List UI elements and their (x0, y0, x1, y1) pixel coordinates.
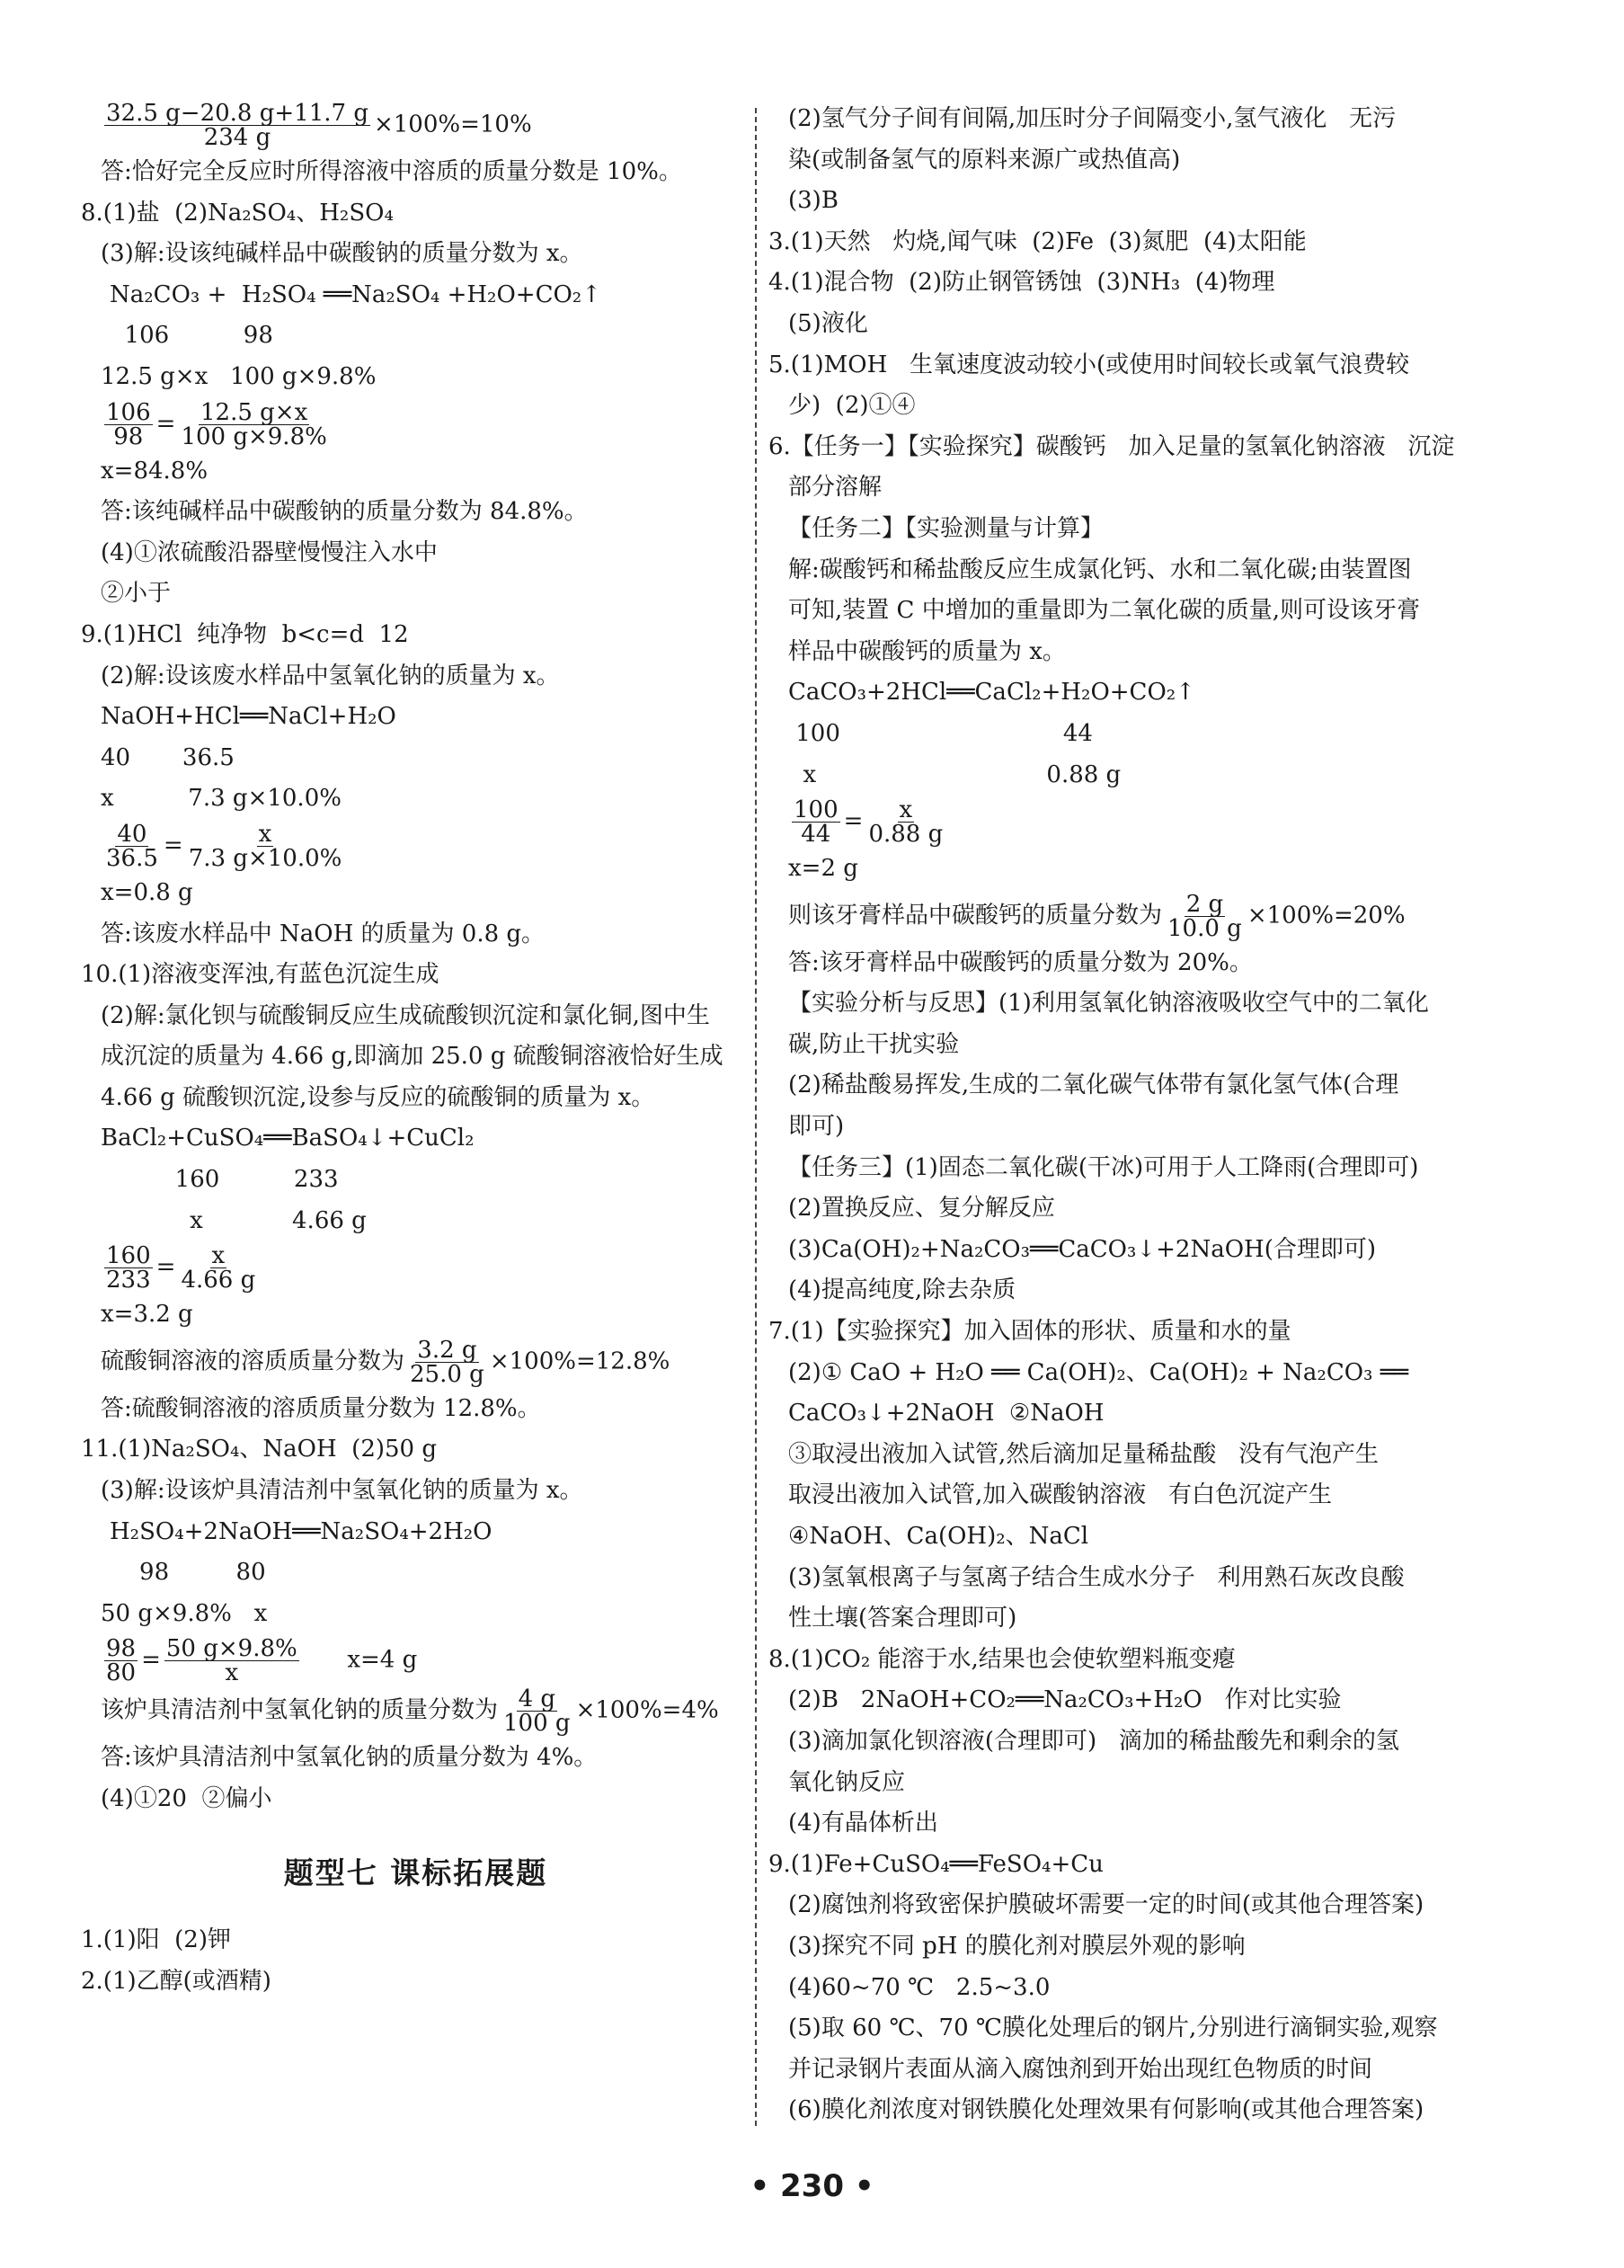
text-line: x=3.2 g (101, 1301, 193, 1329)
fraction-line (81, 1685, 750, 1738)
text-line: (3)探究不同 pH 的膜化剂对膜层外观的影响 (788, 1932, 1246, 1960)
fraction (104, 1244, 153, 1292)
fraction-denominator: 7.3 g×10.0% (188, 844, 342, 872)
section-heading: 题型七 课标拓展题 (283, 1854, 548, 1890)
text-line: 氧化钠反应 (788, 1768, 906, 1796)
text-line: (3)B (788, 187, 839, 215)
fraction-numerator: 40 (117, 820, 147, 848)
text-line: (5)取 60 ℃、70 ℃膜化处理后的钢片,分别进行滴铜实验,观察 (788, 2015, 1438, 2042)
text-line: x 0.88 g (788, 760, 1122, 788)
fraction-suffix: x=4 g (302, 1646, 418, 1674)
fraction (104, 102, 370, 149)
fraction-line (81, 1336, 750, 1388)
text-line: (2)解:氯化钡与硫酸铜反应生成硫酸钡沉淀和氯化铜,图中生 (101, 1001, 710, 1029)
right-column (768, 99, 1460, 2131)
text-line: x=0.8 g (101, 878, 193, 906)
text-line: 成沉淀的质量为 4.66 g,即滴加 25.0 g 硫酸铜溶液恰好生成 (101, 1043, 723, 1071)
text-line: CaCO₃+2HCl══CaCl₂+H₂O+CO₂↑ (788, 679, 1195, 707)
text-line: (2)解:设该废水样品中氢氧化钠的质量为 x。 (101, 662, 560, 689)
fraction-numerator: 100 (794, 796, 839, 824)
text-line: 7.(1)【实验探究】加入固体的形状、质量和水的量 (768, 1318, 1291, 1346)
text-line: 160 233 (101, 1166, 339, 1194)
fraction-line (768, 890, 1460, 942)
fraction-denominator: 36.5 (106, 844, 158, 872)
fraction (179, 1244, 257, 1292)
text-line: 2.(1)乙醇(或酒精) (81, 1967, 271, 1995)
left-column (81, 99, 750, 2002)
fraction-numerator: x (258, 820, 272, 848)
fraction (408, 1336, 486, 1388)
text-line: (3)氢氧根离子与氢离子结合生成水分子 利用熟石灰改良酸 (788, 1563, 1405, 1591)
fraction (792, 796, 840, 849)
text-line: (2)B 2NaOH+CO₂══Na₂CO₃+H₂O 作对比实验 (788, 1686, 1342, 1714)
fraction-line (81, 398, 750, 450)
text-line: 106 98 (110, 322, 273, 350)
text-line: 染(或制备氢气的原料来源广或热值高) (788, 146, 1181, 173)
text-line: 98 80 (110, 1559, 266, 1587)
text-line: 取浸出液加入试管,加入碳酸钠溶液 有白色沉淀产生 (788, 1481, 1333, 1509)
fraction (104, 820, 160, 872)
text-line: 1.(1)阳 (2)钾 (81, 1926, 231, 1954)
text-line: (6)膜化剂浓度对钢铁膜化处理效果有何影响(或其他合理答案) (788, 2096, 1424, 2124)
fraction (866, 796, 945, 849)
text-line: 答:该纯碱样品中碳酸钠的质量分数为 84.8%。 (101, 498, 588, 526)
text-line: 100 44 (788, 719, 1093, 747)
text-line: 部分溶解 (788, 474, 883, 502)
text-line: 9.(1)Fe+CuSO₄══FeSO₄+Cu (768, 1850, 1104, 1878)
equals-sign: = (141, 1646, 161, 1674)
text-line: 8.(1)盐 (2)Na₂SO₄、H₂SO₄ (81, 199, 394, 227)
fraction-denominator: 80 (106, 1659, 137, 1687)
fraction-denominator: 100 g×9.8% (181, 422, 327, 450)
fraction-denominator: 25.0 g (410, 1360, 484, 1388)
text-line: (3)解:设该炉具清洁剂中氢氧化钠的质量为 x。 (101, 1477, 583, 1505)
text-line: 性土壤(答案合理即可) (788, 1605, 1017, 1632)
fraction-denominator: 0.88 g (868, 821, 944, 849)
fraction-numerator: 3.2 g (417, 1336, 477, 1364)
text-line: 9.(1)HCl 纯净物 b<c=d 12 (81, 620, 409, 648)
equals-sign: = (155, 1253, 176, 1281)
fraction-line (768, 796, 1460, 849)
text-line: 答:该炉具清洁剂中氢氧化钠的质量分数为 4%。 (101, 1744, 598, 1772)
fraction (501, 1685, 572, 1738)
column-divider (755, 108, 757, 2126)
fraction (104, 398, 153, 450)
text-line: 答:恰好完全反应时所得溶液中溶质的质量分数是 10%。 (101, 158, 682, 185)
text-line: CaCO₃↓+2NaOH ②NaOH (788, 1400, 1105, 1428)
fraction-denominator: 10.0 g (1167, 914, 1242, 942)
text-line: 可知,装置 C 中增加的重量即为二氧化碳的质量,则可设该牙膏 (788, 597, 1420, 625)
fraction-denominator: 4.66 g (181, 1267, 256, 1294)
text-line: (2)腐蚀剂将致密保护膜破坏需要一定的时间(或其他合理答案) (788, 1891, 1424, 1919)
fraction-suffix: ×100%=12.8% (489, 1347, 670, 1375)
text-line: (4)有晶体析出 (788, 1810, 938, 1837)
fraction (164, 1637, 299, 1685)
text-line: 【任务二】【实验测量与计算】 (788, 514, 1105, 542)
fraction-denominator: x (225, 1659, 239, 1687)
text-line: 答:该废水样品中 NaOH 的质量为 0.8 g。 (101, 920, 546, 947)
text-line: x=2 g (788, 855, 858, 883)
text-line: ③取浸出液加入试管,然后滴加足量稀盐酸 没有气泡产生 (788, 1440, 1380, 1468)
text-line: BaCl₂+CuSO₄══BaSO₄↓+CuCl₂ (101, 1125, 475, 1152)
fraction-numerator: 98 (106, 1635, 137, 1663)
fraction-line (81, 1244, 750, 1292)
text-line: (4)①浓硫酸沿器壁慢慢注入水中 (101, 538, 438, 566)
fraction-numerator: 106 (106, 398, 151, 426)
text-line: (3)Ca(OH)₂+Na₂CO₃══CaCO₃↓+2NaOH(合理即可) (788, 1235, 1376, 1263)
fraction-suffix: ×100%=20% (1247, 902, 1406, 929)
text-line: 12.5 g×x 100 g×9.8% (101, 362, 377, 390)
text-line: 3.(1)天然 灼烧,闻气味 (2)Fe (3)氮肥 (4)太阳能 (768, 227, 1307, 255)
text-line: H₂SO₄+2NaOH══Na₂SO₄+2H₂O (110, 1517, 493, 1545)
text-line: 4.66 g 硫酸钡沉淀,设参与反应的硫酸铜的质量为 x。 (101, 1083, 655, 1111)
equals-sign: = (163, 832, 183, 859)
fraction-line (81, 820, 750, 872)
text-line: ④NaOH、Ca(OH)₂、NaCl (788, 1523, 1089, 1550)
text-line: 答:该牙膏样品中碳酸钙的质量分数为 20%。 (788, 948, 1253, 976)
text-line: 8.(1)CO₂ 能溶于水,结果也会使软塑料瓶变瘪 (768, 1645, 1236, 1673)
text-line: 即可) (788, 1113, 845, 1141)
page-number: • 230 • (750, 2168, 874, 2204)
text-line: (2)① CaO + H₂O ══ Ca(OH)₂、Ca(OH)₂ + Na₂CO₃ ══ (788, 1358, 1409, 1386)
text-line: 40 36.5 (101, 743, 235, 771)
fraction-denominator: 98 (113, 422, 144, 450)
fraction-prefix: 该炉具清洁剂中氢氧化钠的质量分数为 (101, 1696, 499, 1724)
text-line: 10.(1)溶液变浑浊,有蓝色沉淀生成 (81, 961, 439, 989)
text-line: 50 g×9.8% x (101, 1599, 268, 1627)
fraction-numerator: x (899, 796, 913, 824)
fraction-numerator: 12.5 g×x (200, 398, 308, 426)
equals-sign: = (155, 410, 176, 438)
text-line: NaOH+HCl══NaCl+H₂O (101, 703, 396, 731)
text-line: 样品中碳酸钙的质量为 x。 (788, 637, 1066, 665)
fraction-numerator: 32.5 g−20.8 g+11.7 g (106, 100, 368, 127)
text-line: (4)提高纯度,除去杂质 (788, 1276, 1016, 1304)
text-line: x=84.8% (101, 457, 209, 485)
text-line: (2)稀盐酸易挥发,生成的二氧化碳气体带有氯化氢气体(合理 (788, 1072, 1399, 1099)
text-line: ②小于 (101, 580, 172, 608)
fraction-denominator: 100 g (503, 1710, 571, 1738)
fraction-line (81, 102, 750, 149)
text-line: (2)置换反应、复分解反应 (788, 1195, 1055, 1223)
text-line: 【任务三】(1)固态二氧化碳(干冰)可用于人工降雨(合理即可) (788, 1153, 1419, 1181)
fraction-numerator: 50 g×9.8% (165, 1635, 297, 1663)
text-line: Na₂CO₃ + H₂SO₄ ══Na₂SO₄ +H₂O+CO₂↑ (110, 280, 601, 308)
text-line: 少) (2)①④ (788, 392, 916, 420)
fraction-line (81, 1637, 750, 1685)
fraction-denominator: 234 g (203, 124, 271, 151)
text-line: 并记录钢片表面从滴入腐蚀剂到开始出现红色物质的时间 (788, 2055, 1373, 2083)
text-line: 11.(1)Na₂SO₄、NaOH (2)50 g (81, 1436, 437, 1463)
text-line: x 7.3 g×10.0% (101, 785, 342, 813)
text-line: (2)氢气分子间有间隔,加压时分子间隔变小,氢气液化 无污 (788, 105, 1397, 132)
fraction-prefix: 则该牙膏样品中碳酸钙的质量分数为 (788, 902, 1163, 929)
text-line: (3)滴加氯化钡溶液(合理即可) 滴加的稀盐酸先和剩余的氢 (788, 1727, 1399, 1755)
text-line: (4)60~70 ℃ 2.5~3.0 (788, 1973, 1051, 2001)
fraction-denominator: 44 (801, 821, 831, 849)
fraction-numerator: 160 (106, 1242, 151, 1270)
fraction (187, 820, 344, 872)
text-line: 碳,防止干扰实验 (788, 1030, 960, 1058)
text-line: 答:硫酸铜溶液的溶质质量分数为 12.8%。 (101, 1394, 541, 1422)
equals-sign: = (843, 807, 864, 835)
fraction-numerator: 2 g (1185, 890, 1224, 918)
fraction (1166, 890, 1244, 942)
text-line: (3)解:设该纯碱样品中碳酸钠的质量分数为 x。 (101, 240, 583, 268)
text-line: 6.【任务一】【实验探究】碳酸钙 加入足量的氢氧化钠溶液 沉淀 (768, 432, 1455, 460)
fraction-numerator: x (211, 1242, 226, 1270)
fraction (179, 398, 328, 450)
fraction-prefix: 硫酸铜溶液的溶质质量分数为 (101, 1347, 405, 1375)
fraction-denominator: 233 (106, 1267, 151, 1294)
fraction-numerator: 4 g (518, 1685, 556, 1713)
fraction (104, 1637, 138, 1685)
text-line: 【实验分析与反思】(1)利用氢氧化钠溶液吸收空气中的二氧化 (788, 990, 1429, 1018)
fraction-suffix: ×100%=10% (373, 111, 532, 138)
fraction-suffix: ×100%=4% (575, 1696, 719, 1724)
text-line: 解:碳酸钙和稀盐酸反应生成氯化钙、水和二氧化碳;由装置图 (788, 556, 1412, 583)
text-line: (4)①20 ②偏小 (101, 1785, 272, 1812)
text-line: 4.(1)混合物 (2)防止钢管锈蚀 (3)NH₃ (4)物理 (768, 269, 1275, 297)
text-line: 5.(1)MOH 生氧速度波动较小(或使用时间较长或氧气浪费较 (768, 351, 1410, 378)
text-line: x 4.66 g (101, 1206, 367, 1234)
text-line: (5)液化 (788, 309, 868, 337)
